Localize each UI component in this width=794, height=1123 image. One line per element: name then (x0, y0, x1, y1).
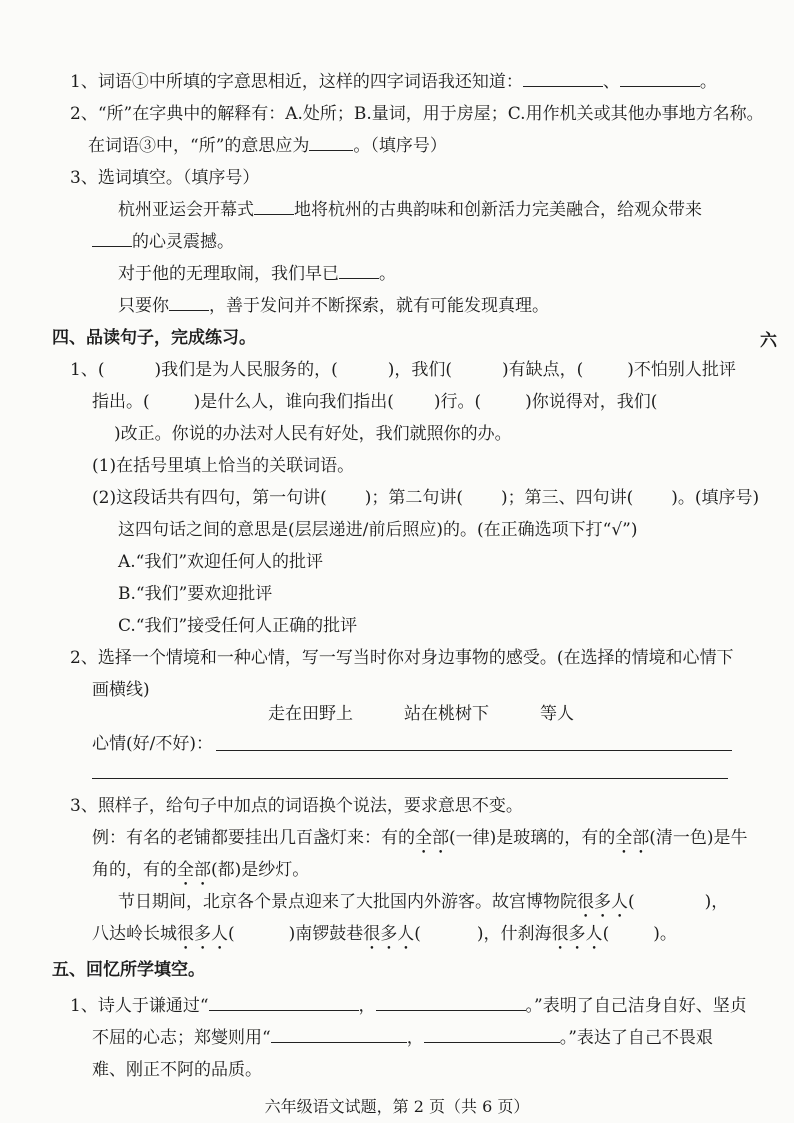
writing-line[interactable] (216, 750, 732, 751)
q3-sentence-1: 杭州亚运会开幕式 地将杭州的古典韵味和创新活力完美融合，给观众带来 (118, 200, 702, 220)
section-4-title: 四、品读句子，完成练习。 (52, 328, 256, 348)
task-line-1: 节日期间，北京各个景点迎来了大批国内外游客。故宫博物院很多人( )， (118, 892, 729, 912)
sec4-passage-line-2: 指出。( )是什么人，谁向我们指出( )行。( )你说得对，我们( (92, 392, 658, 412)
example-line-1: 例：有名的老铺都要挂出几百盏灯来：有的全部(一律)是玻璃的，有的全部(清一色)是牛 (92, 828, 748, 848)
sec4-sub-1: (1)在括号里填上恰当的关联词语。 (92, 456, 355, 476)
answer-blank[interactable] (376, 994, 526, 1011)
option-a[interactable]: A.“我们”欢迎任何人的批评 (118, 552, 324, 572)
sec5-line-3: 难、刚正不阿的品质。 (92, 1060, 262, 1080)
section-5-title: 五、回忆所学填空。 (52, 960, 205, 980)
sec4-passage-line-3: )改正。你说的办法对人民有好处，我们就照你的办。 (114, 424, 512, 444)
answer-blank[interactable] (309, 134, 353, 151)
sec4-q2-line-2: 画横线) (92, 680, 150, 700)
q2-line-1: 2、“所”在字典中的解释有：A.处所；B.量词，用于房屋；C.用作机关或其他办事地方名称。 (70, 104, 764, 124)
scene-option-field[interactable]: 走在田野上 (268, 704, 353, 724)
side-margin-mark: 六 (760, 331, 777, 351)
q3-title: 3、选词填空。（填序号） (70, 168, 260, 188)
q2-line-2: 在词语③中，“所”的意思应为 。（填序号） (88, 136, 447, 156)
mood-label: 心情(好/不好)： (92, 734, 213, 754)
sec4-passage-line-1: 1、( )我们是为人民服务的，( )，我们( )有缺点，( )不怕别人批评 (70, 360, 736, 380)
answer-blank[interactable] (620, 70, 700, 87)
answer-blank[interactable] (209, 994, 359, 1011)
sec4-q3-title: 3、照样子，给句子中加点的词语换个说法，要求意思不变。 (70, 796, 523, 816)
q3-sentence-3: 只要你 ，善于发问并不断探索，就有可能发现真理。 (118, 296, 549, 316)
task-line-2: 八达岭长城很多人( )南锣鼓巷很多人( )，什刹海很多人( )。 (92, 924, 677, 944)
answer-blank[interactable] (254, 198, 294, 215)
answer-blank[interactable] (271, 1026, 407, 1043)
writing-line[interactable] (92, 778, 728, 779)
sec5-line-2: 不屈的心志；郑燮则用“ ， 。”表达了自己不畏艰 (92, 1028, 713, 1048)
answer-blank[interactable] (92, 230, 132, 247)
answer-blank[interactable] (169, 294, 209, 311)
sec4-q2-line-1: 2、选择一个情境和一种心情，写一写当时你对身边事物的感受。(在选择的情境和心情下 (70, 648, 734, 668)
sec5-line-1: 1、诗人于谦通过“ ， 。”表明了自己洁身自好、坚贞 (70, 996, 747, 1016)
q1-line: 1、词语①中所填的字意思相近，这样的四字词语我还知道： 、 。 (70, 72, 717, 92)
answer-blank[interactable] (424, 1026, 560, 1043)
example-line-2: 角的，有的全部(都)是纱灯。 (92, 860, 310, 880)
option-c[interactable]: C.“我们”接受任何人正确的批评 (118, 616, 358, 636)
q3-sentence-2: 对于他的无理取闹，我们早已 。 (118, 264, 396, 284)
answer-blank[interactable] (523, 70, 603, 87)
answer-blank[interactable] (339, 262, 379, 279)
scene-option-peach-tree[interactable]: 站在桃树下 (404, 704, 489, 724)
option-b[interactable]: B.“我们”要欢迎批评 (118, 584, 273, 604)
scene-option-waiting[interactable]: 等人 (540, 704, 574, 724)
sec4-sub-2: (2)这段话共有四句，第一句讲( )；第二句讲( )；第三、四句讲( )。(填序号) (92, 488, 760, 508)
q3-sentence-1-cont: 的心灵震撼。 (92, 230, 234, 254)
page-footer: 六年级语文试题，第 2 页（共 6 页） (264, 1097, 530, 1116)
sec4-sub-2-instruction: 这四句话之间的意思是(层层递进/前后照应)的。(在正确选项下打“√”) (118, 520, 638, 540)
